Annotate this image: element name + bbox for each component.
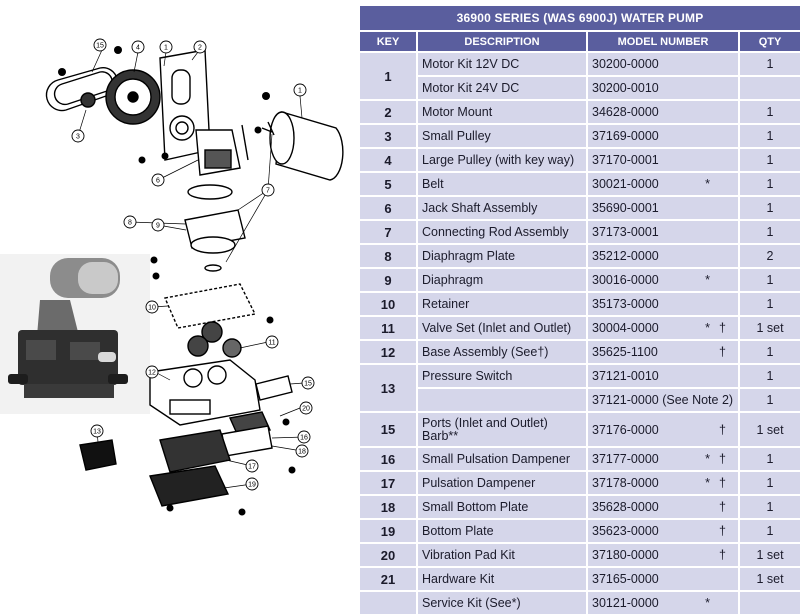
description-cell: Motor Kit 12V DC — [418, 53, 586, 75]
key-cell: 19 — [360, 520, 416, 542]
model-number-cell — [588, 592, 738, 614]
description-cell: Belt — [418, 173, 586, 195]
model-number-cell — [588, 389, 738, 411]
base-assembly-marker: † — [719, 345, 726, 359]
model-number-cell — [588, 365, 738, 387]
table-row — [360, 520, 800, 542]
qty-cell: 1 set — [740, 544, 800, 566]
service-kit-marker: * — [705, 273, 710, 287]
description-cell: Motor Mount — [418, 101, 586, 123]
callout-1-bolt: 1 — [164, 44, 168, 52]
description-cell: Pressure Switch — [418, 365, 586, 387]
table-row — [360, 173, 800, 195]
table-row — [360, 101, 800, 123]
model-number-value: 37180-0000 — [592, 548, 659, 562]
callout-7: 7 — [266, 187, 270, 195]
table-row — [360, 592, 800, 614]
service-kit-marker: * — [705, 476, 710, 490]
key-cell: 11 — [360, 317, 416, 339]
description-cell: Connecting Rod Assembly — [418, 221, 586, 243]
model-number-value: 37170-0001 — [592, 153, 659, 167]
model-number-cell — [588, 101, 738, 123]
model-number-cell — [588, 53, 738, 75]
model-number-cell — [588, 520, 738, 542]
key-cell: 5 — [360, 173, 416, 195]
description-cell: Large Pulley (with key way) — [418, 149, 586, 171]
description-header: DESCRIPTION — [418, 32, 586, 51]
service-kit-marker: * — [705, 452, 710, 466]
callout-9: 9 — [156, 222, 160, 230]
model-number-value: 37177-0000 — [592, 452, 659, 466]
qty-cell: 1 — [740, 101, 800, 123]
model-number-value: 30004-0000 — [592, 321, 659, 335]
qty-header: QTY — [740, 32, 800, 51]
qty-cell: 1 — [740, 221, 800, 243]
model-number-cell — [588, 293, 738, 315]
base-assembly-marker: † — [719, 548, 726, 562]
parts-table-body — [360, 53, 800, 614]
qty-cell: 1 — [740, 448, 800, 470]
model-number-value: 30200-0010 — [592, 81, 659, 95]
model-number-value: 35628-0000 — [592, 500, 659, 514]
description-cell: Base Assembly (See†) — [418, 341, 586, 363]
table-row — [360, 365, 800, 387]
key-cell: 18 — [360, 496, 416, 518]
qty-cell: 1 set — [740, 568, 800, 590]
description-cell: Small Bottom Plate — [418, 496, 586, 518]
base-assembly-marker: † — [719, 321, 726, 335]
key-cell: 15 — [360, 413, 416, 446]
key-cell: 10 — [360, 293, 416, 315]
table-row — [360, 568, 800, 590]
callout-3: 3 — [76, 133, 80, 141]
key-cell: 3 — [360, 125, 416, 147]
model-number-cell — [588, 413, 738, 446]
key-cell: 2 — [360, 101, 416, 123]
qty-cell: 1 — [740, 53, 800, 75]
description-cell: Service Kit (See*) — [418, 592, 586, 614]
key-cell: 12 — [360, 341, 416, 363]
table-row — [360, 269, 800, 291]
table-row — [360, 496, 800, 518]
model-number-cell — [588, 269, 738, 291]
description-cell: Vibration Pad Kit — [418, 544, 586, 566]
table-row — [360, 77, 800, 99]
model-number-cell — [588, 317, 738, 339]
model-number-value: 37176-0000 — [592, 422, 659, 437]
model-number-value: 37165-0000 — [592, 572, 659, 586]
qty-cell: 1 set — [740, 413, 800, 446]
key-cell: 16 — [360, 448, 416, 470]
qty-cell — [740, 77, 800, 99]
key-cell: 8 — [360, 245, 416, 267]
key-cell: 1 — [360, 53, 416, 99]
base-assembly-marker: † — [719, 452, 726, 466]
model-number-cell — [588, 197, 738, 219]
table-row — [360, 293, 800, 315]
model-number-cell — [588, 496, 738, 518]
model-number-value: 37178-0000 — [592, 476, 659, 490]
key-cell: 4 — [360, 149, 416, 171]
qty-cell: 1 — [740, 125, 800, 147]
parts-table — [358, 4, 800, 616]
model-number-cell — [588, 149, 738, 171]
model-number-value: 30021-0000 — [592, 177, 659, 191]
service-kit-marker: * — [705, 321, 710, 335]
callout-5: 15 — [96, 42, 104, 50]
model-number-value: 35690-0001 — [592, 201, 659, 215]
model-number-value: 35173-0000 — [592, 297, 659, 311]
model-number-value: 30121-0000 — [592, 596, 659, 610]
model-number-cell — [588, 568, 738, 590]
table-row — [360, 389, 800, 411]
qty-cell — [740, 592, 800, 614]
description-cell: Ports (Inlet and Outlet) Barb** — [418, 413, 586, 446]
model-number-value: 37121-0000 (See Note 2) — [592, 393, 734, 407]
key-header: KEY — [360, 32, 416, 51]
description-cell: Bottom Plate — [418, 520, 586, 542]
model-number-value: 30016-0000 — [592, 273, 659, 287]
table-row — [360, 245, 800, 267]
table-row — [360, 125, 800, 147]
callout-17: 17 — [248, 463, 256, 471]
model-number-value: 37169-0000 — [592, 129, 659, 143]
callout-16: 16 — [300, 434, 308, 442]
key-cell: 21 — [360, 568, 416, 590]
description-cell: Small Pulsation Dampener — [418, 448, 586, 470]
callout-10: 10 — [148, 304, 156, 312]
description-cell: Diaphragm Plate — [418, 245, 586, 267]
key-cell: 9 — [360, 269, 416, 291]
key-cell: 13 — [360, 365, 416, 411]
callout-15: 15 — [304, 380, 312, 388]
description-cell: Retainer — [418, 293, 586, 315]
callout-8: 8 — [128, 219, 132, 227]
qty-cell: 1 — [740, 365, 800, 387]
service-kit-marker: * — [705, 177, 710, 191]
callout-1-motor: 1 — [298, 87, 302, 95]
callout-13: 13 — [93, 428, 101, 436]
callout-11: 11 — [268, 339, 276, 347]
table-row — [360, 221, 800, 243]
qty-cell: 1 — [740, 472, 800, 494]
description-cell: Small Pulley — [418, 125, 586, 147]
callout-12: 12 — [148, 369, 156, 377]
qty-cell: 1 — [740, 197, 800, 219]
description-cell: Motor Kit 24V DC — [418, 77, 586, 99]
callout-2: 2 — [198, 44, 202, 52]
model-number-cell — [588, 245, 738, 267]
table-row — [360, 341, 800, 363]
model-number-cell — [588, 448, 738, 470]
description-cell: Pulsation Dampener — [418, 472, 586, 494]
model-number-cell — [588, 125, 738, 147]
model-number-cell — [588, 341, 738, 363]
qty-cell: 2 — [740, 245, 800, 267]
callout-6: 6 — [156, 177, 160, 185]
qty-cell: 1 — [740, 149, 800, 171]
callout-20: 20 — [302, 405, 310, 413]
qty-cell: 1 set — [740, 317, 800, 339]
table-row — [360, 317, 800, 339]
qty-cell: 1 — [740, 269, 800, 291]
table-row — [360, 544, 800, 566]
base-assembly-marker: † — [719, 500, 726, 514]
table-row — [360, 53, 800, 75]
qty-cell: 1 — [740, 520, 800, 542]
table-row — [360, 149, 800, 171]
base-assembly-marker: † — [719, 476, 726, 490]
model-number-cell — [588, 221, 738, 243]
table-row — [360, 448, 800, 470]
model-number-cell — [588, 77, 738, 99]
table-row — [360, 472, 800, 494]
model-number-value: 37121-0010 — [592, 369, 659, 383]
qty-cell: 1 — [740, 341, 800, 363]
callout-4: 4 — [136, 44, 140, 52]
qty-cell: 1 — [740, 496, 800, 518]
model-number-cell — [588, 173, 738, 195]
pump-photo — [0, 254, 150, 414]
model-number-value: 35212-0000 — [592, 249, 659, 263]
model-number-value: 30200-0000 — [592, 57, 659, 71]
callout-19: 19 — [248, 481, 256, 489]
key-cell: 20 — [360, 544, 416, 566]
model-number-value: 34628-0000 — [592, 105, 659, 119]
model-number-header: MODEL NUMBER — [588, 32, 738, 51]
service-kit-marker: * — [705, 596, 710, 610]
model-number-value: 35623-0000 — [592, 524, 659, 538]
description-cell — [418, 389, 586, 411]
description-cell: Valve Set (Inlet and Outlet) — [418, 317, 586, 339]
description-cell: Hardware Kit — [418, 568, 586, 590]
qty-cell: 1 — [740, 389, 800, 411]
table-row — [360, 197, 800, 219]
key-cell: 6 — [360, 197, 416, 219]
model-number-cell — [588, 472, 738, 494]
table-title: 36900 SERIES (WAS 6900J) WATER PUMP — [360, 6, 800, 30]
model-number-value: 35625-1100 — [592, 345, 658, 359]
table-row — [360, 413, 800, 446]
model-number-value: 37173-0001 — [592, 225, 659, 239]
key-cell: 7 — [360, 221, 416, 243]
description-cell: Diaphragm — [418, 269, 586, 291]
description-cell: Jack Shaft Assembly — [418, 197, 586, 219]
key-cell — [360, 592, 416, 614]
base-assembly-marker: † — [719, 524, 726, 538]
qty-cell: 1 — [740, 173, 800, 195]
qty-cell: 1 — [740, 293, 800, 315]
model-number-cell — [588, 544, 738, 566]
base-assembly-marker: † — [719, 422, 726, 437]
callout-18: 18 — [298, 448, 306, 456]
key-cell: 17 — [360, 472, 416, 494]
exploded-parts-diagram — [0, 0, 356, 616]
